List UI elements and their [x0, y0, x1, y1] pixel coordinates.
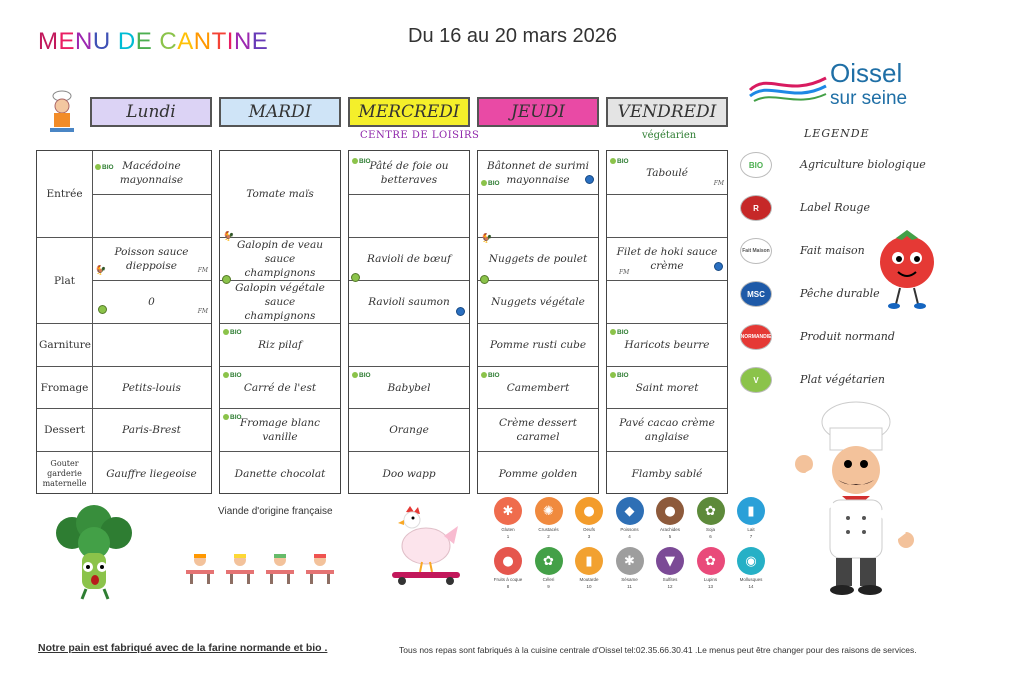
row-label-entree: Entrée	[37, 151, 92, 238]
mardi-entree-text: Tomate maïs	[246, 188, 314, 200]
lundi-dessert	[92, 409, 211, 452]
jeudi-plat-text: Nuggets de poulet	[488, 253, 588, 265]
legend-badge-icon: R	[740, 195, 772, 221]
title-letter: E	[58, 28, 76, 55]
allergen-number: 11	[627, 584, 632, 589]
mardi-dessert	[220, 409, 340, 452]
legend-badge-icon: MSC	[740, 281, 772, 307]
bio-icon: BIO	[223, 369, 242, 383]
jeudi-dessert-text: Crème dessert caramel	[499, 417, 577, 443]
allergen-item	[527, 547, 571, 589]
vendredi-entree	[607, 151, 727, 195]
legend-title: LEGENDE	[804, 127, 870, 140]
allergen-icon: ✱	[494, 497, 522, 525]
title-letter: M	[38, 28, 59, 55]
fait-maison-icon: FM	[197, 308, 208, 315]
allergen-label: Arachides	[659, 527, 680, 532]
jeudi-plat-veg	[478, 281, 598, 324]
title-letter: E	[135, 28, 153, 55]
legend-item	[740, 152, 940, 182]
kids-eating-icon	[182, 550, 342, 586]
wave-icon	[748, 68, 828, 108]
mardi-plat	[220, 232, 340, 281]
jeudi-fromage-text: Camembert	[506, 381, 570, 394]
footer-info-text: Tous nos repas sont fabriqués à la cuisine centrale d'Oissel tel:02.35.66.30.41 .Le menus peut être changer pour des raisons de services.	[399, 645, 917, 655]
jeudi-entree-text: Bâtonnet de surimi mayonnaise	[487, 159, 589, 186]
mercredi-gouter-text: Doo wapp	[382, 467, 436, 480]
allergen-label: Sésame	[621, 577, 638, 582]
mercredi-plat-veg	[349, 281, 469, 324]
mardi-fromage-text: Carré de l'est	[243, 381, 317, 394]
allergen-icon: ✱	[616, 547, 644, 575]
row-label-garniture: Garniture	[37, 324, 157, 367]
mercredi-plat-text: Ravioli de bœuf	[366, 253, 452, 265]
peche-durable-icon	[714, 262, 723, 276]
bio-icon: BIO	[352, 369, 371, 383]
allergen-icon: ●	[656, 497, 684, 525]
day-header-lundi: Lundi	[90, 97, 212, 127]
allergen-item	[608, 547, 652, 589]
broccoli-mascot-icon	[52, 505, 136, 601]
mardi-fromage	[220, 367, 340, 409]
chef-mascot-icon	[790, 400, 920, 596]
legend-label: Agriculture biologique	[800, 158, 926, 171]
allergen-number: 5	[668, 534, 672, 539]
legend-item	[740, 195, 940, 225]
legend-label: Produit normand	[800, 330, 895, 343]
allergen-number: 7	[749, 534, 753, 539]
peche-durable-icon	[585, 175, 594, 189]
allergen-icon: ▮	[737, 497, 765, 525]
lundi-plat	[92, 238, 211, 281]
date-range: Du 16 au 20 mars 2026	[408, 25, 618, 47]
legend-label: Fait maison	[800, 244, 865, 257]
fait-maison-icon: FM	[713, 180, 724, 187]
allergen-icon: ◆	[616, 497, 644, 525]
allergen-number: 12	[667, 584, 673, 589]
title-letter: I	[226, 28, 234, 55]
mardi-plat-text: Galopin de veau sauce champignons	[237, 239, 323, 279]
title-letter: N	[233, 28, 252, 55]
allergen-item	[608, 497, 652, 539]
row-label-dessert: Dessert	[37, 409, 92, 452]
label-rouge-icon: 🐓	[481, 234, 493, 244]
lundi-plat-veg-text: 0	[148, 296, 155, 308]
mercredi-garniture	[349, 324, 469, 367]
vegetarian-icon	[480, 275, 489, 289]
vegetarian-icon	[351, 273, 360, 287]
legend-item	[740, 324, 940, 354]
jeudi-entree	[478, 151, 598, 195]
lundi-fromage-text: Petits-louis	[122, 381, 181, 394]
allergen-number: 1	[506, 534, 510, 539]
allergen-label: Soja	[705, 527, 715, 532]
mercredi-fromage	[349, 367, 469, 409]
jeudi-plat	[478, 234, 598, 281]
lundi-dessert-text: Paris-Brest	[122, 424, 181, 436]
viande-origine-text: Viande d'origine française	[218, 506, 333, 517]
vendredi-plat-veg	[607, 281, 727, 324]
bio-icon: BIO	[481, 177, 500, 191]
bio-icon: BIO	[610, 155, 629, 169]
mercredi-dessert-text: Orange	[389, 424, 429, 436]
chicken-skateboard-icon	[388, 506, 464, 586]
column-jeudi	[477, 150, 599, 494]
jeudi-entree-2	[478, 195, 598, 238]
vendredi-plat-text: Filet de hoki sauce crème	[616, 246, 718, 272]
vendredi-garniture	[607, 324, 727, 367]
lundi-gouter	[92, 452, 211, 495]
bio-icon: BIO	[481, 369, 500, 383]
allergen-number: 3	[587, 534, 591, 539]
lundi-garniture	[92, 324, 211, 367]
legend-badge-icon: NORMANDIE	[740, 324, 772, 350]
day-header-mardi: MARDI	[219, 97, 341, 127]
bio-icon: BIO	[223, 326, 242, 340]
vendredi-entree-2	[607, 195, 727, 238]
allergen-item	[567, 497, 611, 539]
legend-label: Pêche durable	[800, 287, 880, 300]
logo-text-sur-seine: sur seine	[830, 88, 908, 109]
allergen-number: 8	[506, 584, 510, 589]
bio-icon: BIO	[610, 326, 629, 340]
allergen-item	[648, 497, 692, 539]
allergen-label: Gluten	[501, 527, 515, 532]
allergen-icon: ▼	[656, 547, 684, 575]
row-label-gouter: Gouter garderie maternelle	[42, 458, 87, 488]
title-letter: D	[117, 28, 136, 55]
allergen-item	[486, 547, 530, 589]
tomato-mascot-icon	[876, 226, 938, 310]
allergen-item	[729, 547, 773, 589]
allergen-icon: ●	[494, 547, 522, 575]
title-letter: E	[251, 28, 269, 55]
legend-label: Plat végétarien	[800, 373, 886, 386]
allergen-label: Fruits à coque	[493, 577, 523, 582]
allergen-item	[486, 497, 530, 539]
vendredi-fromage	[607, 367, 727, 409]
footer-pain-text: Notre pain est fabriqué avec de la farine normande et bio .	[38, 642, 328, 654]
allergen-item	[648, 547, 692, 589]
menu-title	[38, 28, 268, 56]
bio-icon: BIO	[95, 161, 114, 175]
mardi-plat-veg	[220, 281, 340, 324]
title-letter: A	[177, 28, 194, 55]
row-label-plat: Plat	[37, 238, 92, 324]
mercredi-gouter	[349, 452, 469, 495]
note-vegetarien: végétarien	[642, 130, 697, 141]
jeudi-plat-veg-text: Nuggets végétale	[491, 296, 585, 308]
logo-text-oissel: Oissel	[830, 58, 903, 88]
allergen-label: Lupins	[703, 577, 718, 582]
allergen-icon: ✿	[697, 547, 725, 575]
allergen-label: Crustacés	[538, 527, 559, 532]
lundi-fromage	[92, 367, 211, 409]
allergen-label: Mollusques	[739, 577, 763, 582]
title-letter: U	[92, 28, 111, 55]
label-rouge-icon: 🐓	[223, 232, 235, 242]
allergen-label: Poissons	[620, 527, 639, 532]
column-vendredi	[606, 150, 728, 494]
vendredi-fromage-text: Saint moret	[635, 381, 699, 394]
mercredi-entree	[349, 151, 469, 195]
mercredi-plat-veg-text: Ravioli saumon	[368, 296, 450, 308]
allergen-number: 6	[709, 534, 712, 539]
title-letter: C	[159, 28, 178, 55]
jeudi-garniture	[478, 324, 598, 367]
vendredi-dessert-text: Pavé cacao crème anglaise	[619, 417, 715, 443]
peche-durable-icon	[456, 307, 465, 321]
lundi-entree-2	[92, 195, 211, 238]
allergen-label: Céleri	[542, 577, 555, 582]
allergen-icon: ▮	[575, 547, 603, 575]
vendredi-gouter-text: Flamby sablé	[631, 467, 703, 480]
allergen-number: 4	[628, 534, 631, 539]
jeudi-garniture-text: Pomme rusti cube	[489, 339, 587, 351]
mardi-entree	[220, 151, 340, 238]
mercredi-entree-text: Pâté de foie ou betteraves	[369, 159, 449, 186]
title-letter	[111, 28, 118, 55]
mercredi-fromage-text: Babybel	[387, 381, 431, 394]
vegetarian-icon	[98, 305, 107, 319]
bio-icon: BIO	[352, 155, 371, 169]
lundi-plat-veg	[92, 281, 211, 324]
allergen-label: Sulfites	[662, 577, 678, 582]
mardi-gouter	[220, 452, 340, 495]
jeudi-dessert	[478, 409, 598, 452]
title-letter: N	[75, 28, 93, 55]
allergen-number: 14	[748, 584, 754, 589]
allergen-icon: ✺	[535, 497, 563, 525]
row-label-fromage: Fromage	[37, 367, 92, 409]
legend-item	[740, 367, 940, 397]
mardi-garniture-text: Riz pilaf	[258, 339, 302, 351]
day-header-mercredi: MERCREDI	[348, 97, 470, 127]
allergen-icon: ●	[575, 497, 603, 525]
allergen-number: 10	[586, 584, 592, 589]
jeudi-gouter-text: Pomme golden	[498, 467, 578, 480]
day-header-jeudi: JEUDI	[477, 97, 599, 127]
allergen-number: 2	[547, 534, 550, 539]
allergen-label: Oeufs	[582, 527, 595, 532]
title-letter: N	[193, 28, 212, 55]
allergen-item	[567, 547, 611, 589]
allergen-item	[689, 547, 733, 589]
column-mercredi	[348, 150, 470, 494]
lundi-entree-text: Macédoine mayonnaise	[119, 159, 184, 186]
allergen-item	[729, 497, 773, 539]
column-lundi	[36, 150, 212, 494]
legend-badge-icon: Fait Maison	[740, 238, 772, 264]
fait-maison-icon: FM	[619, 269, 630, 276]
vendredi-garniture-text: Haricots beurre	[624, 339, 710, 351]
legend-badge-icon: BIO	[740, 152, 772, 178]
mardi-garniture	[220, 324, 340, 367]
allergen-number: 9	[547, 584, 550, 589]
bio-icon: BIO	[223, 411, 242, 425]
mardi-dessert-text: Fromage blanc vanille	[239, 417, 321, 443]
title-letter: T	[211, 28, 227, 55]
vendredi-entree-text: Taboulé	[646, 166, 688, 179]
allergen-icon: ✿	[535, 547, 563, 575]
allergen-item	[527, 497, 571, 539]
allergen-number: 13	[707, 584, 713, 589]
oissel-logo	[748, 58, 928, 112]
cook-kid-icon	[44, 90, 80, 136]
legend-badge-icon: V	[740, 367, 772, 393]
mercredi-entree-2	[349, 195, 469, 238]
lundi-entree	[92, 151, 211, 195]
lundi-gouter-text: Gauffre liegeoise	[106, 467, 197, 480]
column-mardi	[219, 150, 341, 494]
vendredi-gouter	[607, 452, 727, 495]
vegetarian-icon	[222, 275, 231, 289]
allergen-icon: ◉	[737, 547, 765, 575]
mardi-plat-veg-text: Galopin végétale sauce champignons	[235, 282, 325, 322]
lundi-plat-text: Poisson sauce dieppoise	[114, 246, 189, 272]
allergen-label: Lait	[747, 527, 755, 532]
mardi-gouter-text: Danette chocolat	[234, 467, 326, 480]
allergen-item	[689, 497, 733, 539]
allergen-icon: ✿	[697, 497, 725, 525]
label-rouge-icon: 🐓	[95, 266, 107, 276]
day-header-vendredi: VENDREDI	[606, 97, 728, 127]
vendredi-plat	[607, 238, 727, 281]
note-centre-de-loisirs: CENTRE DE LOISIRS	[360, 130, 480, 141]
mercredi-plat	[349, 238, 469, 281]
mercredi-dessert	[349, 409, 469, 452]
jeudi-fromage	[478, 367, 598, 409]
allergen-label: Moutarde	[579, 577, 599, 582]
jeudi-gouter	[478, 452, 598, 495]
fait-maison-icon: FM	[197, 267, 208, 274]
legend-label: Label Rouge	[800, 201, 870, 214]
vendredi-dessert	[607, 409, 727, 452]
bio-icon: BIO	[610, 369, 629, 383]
